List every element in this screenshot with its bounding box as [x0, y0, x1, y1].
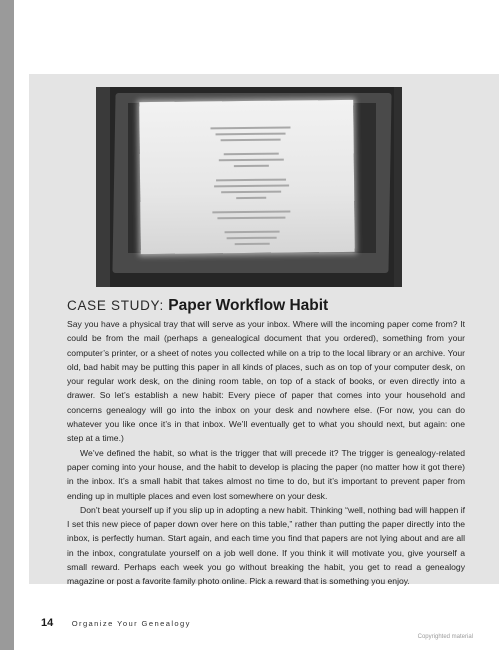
paragraph: Don’t beat yourself up if you slip up in adopting a new habit. Thinking “well, nothing bad will happen if I set this new piece of paper down over here on this table,” rather than putting the paper directly into the inbox, is perfectly human. Start again, and each time you find that papers are not lying about and are all in the inbox, congratulate yourself on a job well done. If you think it will motivate you, give yourself a small reward. Perhaps each week you go without breaking the habit, you get to read a genealogy magazine or post a favorite family photo online. Pick a reward that is something you enjoy.: [67, 504, 465, 587]
page-number: 14: [41, 617, 54, 629]
photo-right-shadow: [394, 87, 402, 287]
paragraph: Say you have a physical tray that will serve as your inbox. Where will the incoming paper come from? It could be from the mail (perhaps a genealogical document that you ordered), something from your computer’s printer, or a sheet of notes you collected while on a trip to the local library or an archive. Your old, bad habit may be putting this paper in all kinds of places, such as on top of your computer desk, on your regular work desk, on the dining room table, on top of a stack of books, or even directly into a drawer. So let’s establish a new habit: Every piece of paper that comes into your household and concerns genealogy will go into the inbox on your desk and nowhere else. (For now, you can do whatever you like once it’s in that inbox. We’ll eventually get to what you should next, but again: one step at a time.): [67, 319, 465, 444]
page-edge-bar: [0, 0, 14, 650]
page-footer: [41, 613, 191, 631]
paper-print-lines: [205, 126, 296, 249]
case-study-label: CASE STUDY:: [67, 298, 164, 313]
running-title: Organize Your Genealogy: [71, 619, 191, 628]
case-study-body: [67, 317, 465, 589]
paper-stack: [139, 100, 355, 254]
photo-left-shadow: [96, 87, 110, 287]
case-study-title: Paper Workflow Habit: [168, 297, 329, 314]
inbox-tray-photo: [96, 87, 402, 287]
copyright-watermark: Copyrighted material: [417, 634, 473, 640]
paragraph: We’ve defined the habit, so what is the trigger that will precede it? The trigger is genealogy-related paper coming into your house, and the habit to develop is placing the paper (no matter how it got there) in the inbox. It’s a small habit that takes almost no time to do, but it’s important to prevent paper from ending up in multiple places and even lost somewhere on your desk.: [67, 447, 465, 501]
case-study-heading: [67, 296, 467, 316]
